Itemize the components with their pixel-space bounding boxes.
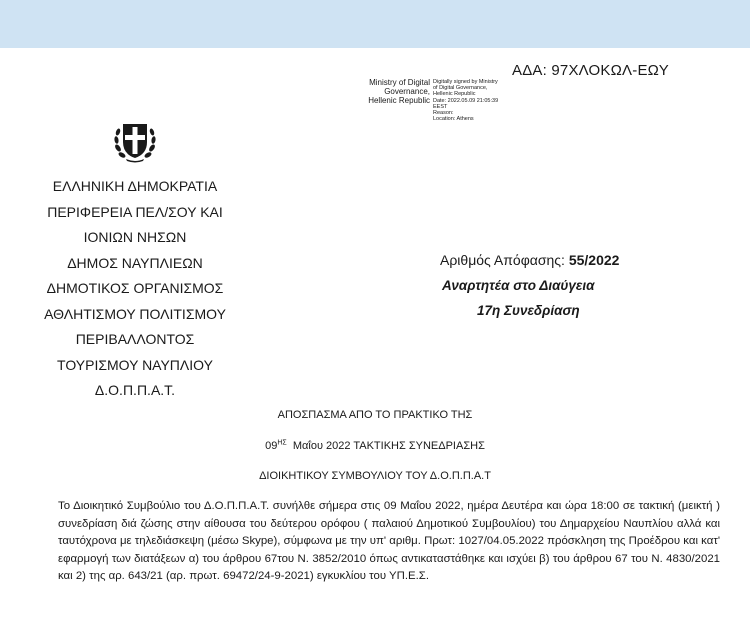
greek-coat-of-arms-icon — [112, 118, 158, 164]
signature-signer-name — [352, 78, 430, 105]
decision-number-label: Αριθμός Απόφασης: — [440, 252, 569, 268]
organization-line: Δ.Ο.Π.Π.Α.Τ. — [94, 382, 176, 398]
signature-name-line: Governance, — [384, 87, 430, 96]
signature-name-line: Ministry of Digital — [369, 78, 430, 87]
signature-detail-line: Hellenic Republic — [433, 91, 476, 98]
organization-line: ΔΗΜΟΣ ΝΑΥΠΛΙΕΩΝ — [67, 254, 203, 271]
decision-number-value: 55/2022 — [568, 252, 620, 268]
signature-detail-line: of Digital Governance, — [433, 85, 488, 92]
extract-title: ΑΠΟΣΠΑΣΜΑ ΑΠΟ ΤΟ ΠΡΑΚΤΙΚΟ ΤΗΣ — [277, 409, 473, 421]
organization-line: ΠΕΡΙΒΑΛΛΟΝΤΟΣ — [75, 331, 195, 347]
signature-details — [433, 79, 523, 122]
signature-detail-line: Digitally signed by Ministry — [433, 79, 498, 85]
signature-detail-line: EEST — [433, 103, 448, 110]
signature-detail-line: Reason: — [433, 110, 454, 117]
extract-day: 09 — [265, 440, 278, 452]
signature-detail-line: Date: 2022.05.09 21:05:39 — [433, 97, 499, 104]
extract-day-suffix: ΗΣ — [277, 439, 287, 447]
organization-line: ΔΗΜΟΤΙΚΟΣ ΟΡΓΑΝΙΣΜΟΣ — [46, 280, 224, 296]
organization-line: ΠΕΡΙΦΕΡΕΙΑ ΠΕΛ/ΣΟΥ ΚΑΙ — [47, 203, 223, 220]
organization-line: ΙΟΝΙΩΝ ΝΗΣΩΝ — [83, 229, 187, 245]
viewer-top-bar — [0, 0, 750, 48]
extract-board: ΔΙΟΙΚΗΤΙΚΟΥ ΣΥΜΒΟΥΛΙΟΥ ΤΟΥ Δ.Ο.Π.Π.Α.Τ — [259, 470, 491, 482]
ada-code: ΑΔΑ: 97ΧΛΟΚΩΛ-ΕΩΥ — [512, 62, 669, 79]
organization-line: ΤΟΥΡΙΣΜΟΥ ΝΑΥΠΛΙΟΥ — [57, 356, 213, 373]
extract-date-rest: Μαΐου 2022 ΤΑΚΤΙΚΗΣ ΣΥΝΕΔΡΙΑΣΗΣ — [286, 440, 485, 452]
decision-number — [440, 252, 619, 268]
body-paragraph: Το Διοικητικό Συμβούλιο του Δ.Ο.Π.Π.Α.Τ. συνήλθε σήμερα στις 09 Μαΐου 2022, ημέρα Δευτέρα και ώρα 18:00 σε τακτική (μεικτή ) συνεδρίαση διά ζώσης στην αίθουσα του δεύτερου ορόφου ( παλαιού Δημοτικού Συμβουλίου) του Δημαρχείου Ναυπλίου αλλά και ταυτόχρονα με τηλεδιάσκεψη (μέσω Skype), σύμφωνα με την υπ' αριθμ. Πρωτ: 1027/04.05.2022 πρόσκληση της Προέδρου και κατ' εφαρμογή των διατάξεων α) του άρθρου 67του Ν. 3852/2010 όπως αντικαταστάθηκε και ισχύει β) του άρθρου 67 του Ν. 4830/2021 και 2) της αρ. 643/21 (αρ. πρωτ. 69472/24-9-2021) εγκυκλίου του ΥΠ.Ε.Σ. — [58, 500, 720, 583]
organization-line: ΕΛΛΗΝΙΚΗ ΔΗΜΟΚΡΑΤΙΑ — [52, 178, 218, 194]
posted-notice: Αναρτητέα στο Διαύγεια — [442, 278, 595, 293]
session-number: 17η Συνεδρίαση — [477, 303, 580, 318]
organization-block — [25, 174, 245, 404]
signature-detail-line: Location: Athens — [433, 116, 474, 123]
extract-date — [0, 440, 750, 452]
signature-name-line: Hellenic Republic — [368, 96, 430, 105]
organization-line: ΑΘΛΗΤΙΣΜΟΥ ΠΟΛΙΤΙΣΜΟΥ — [44, 305, 226, 322]
